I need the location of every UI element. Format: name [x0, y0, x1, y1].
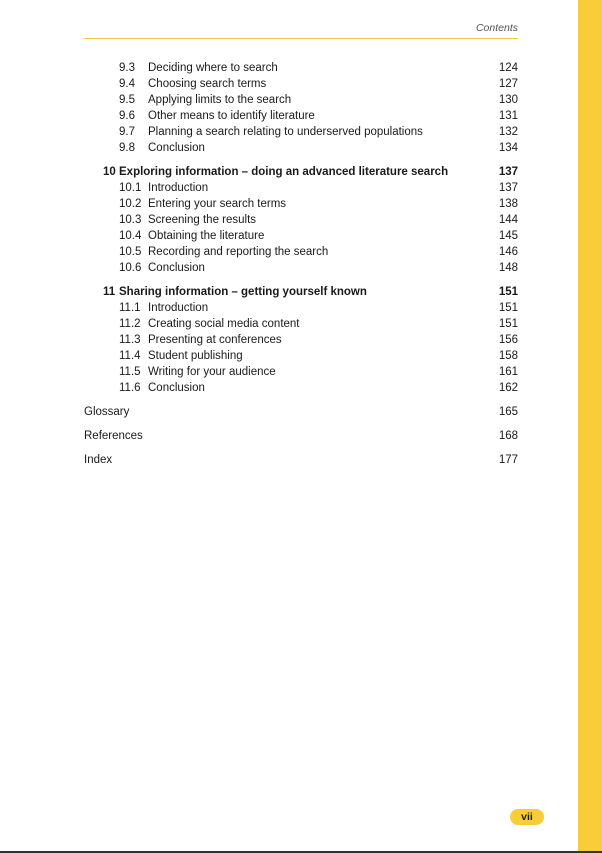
toc-entry-10-5[interactable]	[119, 244, 518, 260]
page-number: 132	[498, 126, 518, 138]
page-number: 161	[498, 366, 518, 378]
toc-entry-10-1[interactable]	[119, 180, 518, 196]
page-number: 151	[498, 286, 518, 298]
toc-entry-11-5[interactable]	[119, 364, 518, 380]
section-title: Conclusion	[148, 262, 205, 274]
section-number: 9.6	[119, 110, 135, 122]
back-matter-title: Index	[84, 454, 113, 466]
section-title: Conclusion	[148, 382, 205, 394]
section-number: 11.2	[119, 318, 141, 330]
toc-entry-11-3[interactable]	[119, 332, 518, 348]
section-title: Recording and reporting the search	[148, 246, 329, 258]
page-number: 148	[498, 262, 518, 274]
section-number: 9.8	[119, 142, 135, 154]
section-number: 11.6	[119, 382, 141, 394]
section-number: 9.5	[119, 94, 135, 106]
section-title: Applying limits to the search	[148, 94, 292, 106]
toc-entry-glossary[interactable]	[84, 404, 518, 420]
toc-entry-11-2[interactable]	[119, 316, 518, 332]
toc-entry-11-4[interactable]	[119, 348, 518, 364]
page-number: 151	[498, 302, 518, 314]
running-header: Contents	[475, 22, 518, 34]
section-title: Choosing search terms	[148, 78, 267, 90]
page-number: 134	[498, 142, 518, 154]
section-title: Conclusion	[148, 142, 205, 154]
page-number: 138	[498, 198, 518, 210]
section-title: Writing for your audience	[148, 366, 276, 378]
toc-entry-references[interactable]	[84, 428, 518, 444]
folio-page-badge: vii	[510, 809, 544, 825]
page-number: 137	[498, 182, 518, 194]
yellow-side-bar	[578, 0, 602, 853]
section-number: 11.4	[119, 350, 141, 362]
page-number: 145	[498, 230, 518, 242]
section-title: Other means to identify literature	[148, 110, 315, 122]
section-title: Obtaining the literature	[148, 230, 265, 242]
toc-entry-9-8[interactable]	[119, 140, 518, 156]
section-number: 10.5	[119, 246, 142, 258]
section-title: Student publishing	[148, 350, 243, 362]
toc-entry-9-3[interactable]	[119, 60, 518, 76]
toc-chapter-11[interactable]	[103, 284, 518, 300]
section-number: 10.6	[119, 262, 142, 274]
page-number: 146	[498, 246, 518, 258]
page-number: 162	[498, 382, 518, 394]
toc-entry-11-1[interactable]	[119, 300, 518, 316]
section-title: Introduction	[148, 182, 209, 194]
toc-entry-11-6[interactable]	[119, 380, 518, 396]
toc-entry-9-6[interactable]	[119, 108, 518, 124]
section-title: Screening the results	[148, 214, 257, 226]
section-number: 11.3	[119, 334, 141, 346]
page-number: 124	[498, 62, 518, 74]
page-number: 130	[498, 94, 518, 106]
toc-entry-10-6[interactable]	[119, 260, 518, 276]
section-title: Presenting at conferences	[148, 334, 282, 346]
toc-entry-10-4[interactable]	[119, 228, 518, 244]
section-number: 10.3	[119, 214, 142, 226]
toc-entry-10-2[interactable]	[119, 196, 518, 212]
section-number: 9.4	[119, 78, 135, 90]
section-number: 10.4	[119, 230, 142, 242]
section-number: 10.1	[119, 182, 142, 194]
section-number: 11.1	[119, 302, 141, 314]
page-number: 168	[498, 430, 518, 442]
page-number: 156	[498, 334, 518, 346]
page-number: 151	[498, 318, 518, 330]
page-number: 131	[498, 110, 518, 122]
section-number: 9.3	[119, 62, 135, 74]
section-number: 11.5	[119, 366, 141, 378]
toc-entry-9-7[interactable]	[119, 124, 518, 140]
chapter-number: 10	[103, 166, 116, 178]
page-number: 158	[498, 350, 518, 362]
page-number: 127	[498, 78, 518, 90]
back-matter-title: Glossary	[84, 406, 130, 418]
page-number: 177	[498, 454, 518, 466]
section-title: Introduction	[148, 302, 209, 314]
chapter-number: 11	[103, 286, 116, 298]
back-matter-title: References	[84, 430, 143, 442]
header-rule	[84, 38, 518, 39]
toc-entry-9-4[interactable]	[119, 76, 518, 92]
section-title: Deciding where to search	[148, 62, 278, 74]
page-number: 144	[498, 214, 518, 226]
section-title: Planning a search relating to underserved populations	[148, 126, 423, 138]
chapter-title: Sharing information – getting yourself known	[119, 286, 367, 298]
toc-chapter-10[interactable]	[103, 164, 518, 180]
chapter-title: Exploring information – doing an advanced literature search	[119, 166, 449, 178]
page-number: 137	[498, 166, 518, 178]
page-number: 165	[498, 406, 518, 418]
section-number: 9.7	[119, 126, 135, 138]
toc-entry-9-5[interactable]	[119, 92, 518, 108]
section-title: Creating social media content	[148, 318, 300, 330]
section-title: Entering your search terms	[148, 198, 287, 210]
section-number: 10.2	[119, 198, 142, 210]
toc-entry-10-3[interactable]	[119, 212, 518, 228]
toc-entry-index[interactable]	[84, 452, 518, 468]
